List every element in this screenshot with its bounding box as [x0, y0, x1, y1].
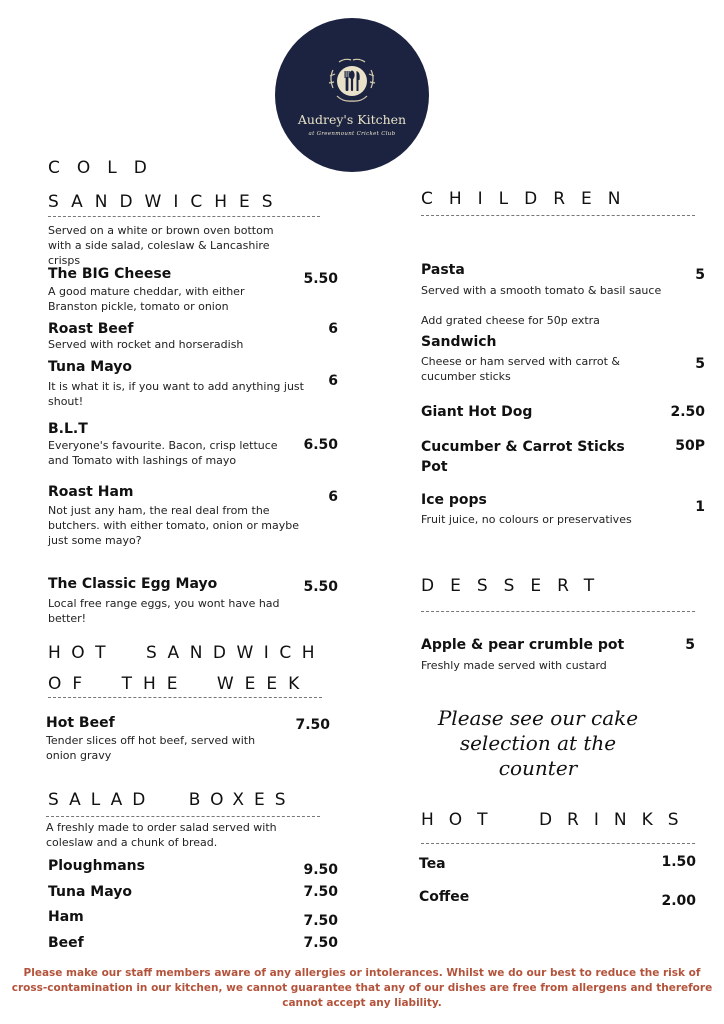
salad-heading: SALAD BOXES: [48, 790, 296, 810]
item-name: B.L.T: [48, 421, 88, 437]
item-price: 50P: [675, 438, 705, 454]
logo-name: Audrey's Kitchen: [297, 112, 407, 127]
allergy-notice: Please make our staff members aware of any allergies or intolerances. Whilst we do our best to reduce the risk of cross-contamination in our kitchen, we cannot guarantee that any of our dishes are free from allergens and therefore cannot accept any liability.: [11, 967, 713, 1009]
item-name: Hot Beef: [46, 715, 115, 731]
dessert-heading: DESSERT: [421, 576, 611, 596]
item-desc: Tender slices off hot beef, served with onion gravy: [46, 734, 256, 762]
item-price: 6: [328, 489, 338, 505]
item-price: 5: [695, 267, 705, 283]
item-name: Giant Hot Dog: [421, 404, 533, 420]
item-price: 7.50: [295, 717, 330, 733]
kitchen-logo: [275, 18, 429, 172]
salad-divider: [46, 816, 320, 817]
item-name: Ice pops: [421, 492, 487, 508]
dessert-divider: [421, 611, 695, 612]
hot-sandwich-heading-line1: HOT SANDWICH: [48, 643, 325, 663]
item-price: 1: [695, 499, 705, 515]
item-price: 2.00: [661, 893, 696, 909]
item-price: 6: [328, 321, 338, 337]
item-name: Beef: [48, 935, 84, 951]
item-desc: Everyone's favourite. Bacon, crisp lettuce and Tomato with lashings of mayo: [48, 439, 278, 467]
item-price: 6: [328, 373, 338, 389]
item-name: Sandwich: [421, 334, 497, 350]
item-name: Roast Ham: [48, 484, 134, 500]
hot-sandwich-heading-line2: OF THE WEEK: [48, 674, 311, 694]
logo-subtitle: at Greenmount Cricket Club: [308, 131, 396, 137]
item-name: Coffee: [419, 889, 470, 905]
item-price: 7.50: [303, 913, 338, 929]
item-name: Tuna Mayo: [48, 884, 132, 900]
item-price: 2.50: [670, 404, 705, 420]
salad-intro: A freshly made to order salad served with coleslaw and a chunk of bread.: [46, 821, 277, 849]
item-desc: It is what it is, if you want to add anything just shout!: [48, 380, 304, 408]
item-name: Ham: [48, 909, 84, 925]
item-name: Cucumber & Carrot Sticks Pot: [421, 439, 625, 475]
item-price: 7.50: [303, 935, 338, 951]
item-price: 5.50: [303, 271, 338, 287]
item-desc: Local free range eggs, you wont have had better!: [48, 597, 280, 625]
cold-heading-line2: SANDWICHES: [48, 192, 285, 212]
item-name: Pasta: [421, 262, 465, 278]
item-desc: Cheese or ham served with carrot & cucumber sticks: [421, 355, 620, 383]
cold-heading-line1: COLD: [48, 158, 164, 178]
item-price: 5.50: [303, 579, 338, 595]
cutlery-icon: [327, 56, 377, 106]
cake-note: Please see our cake selection at the counter: [437, 706, 639, 780]
hot-drinks-divider: [421, 843, 695, 844]
item-price: 7.50: [303, 884, 338, 900]
item-name: Tea: [419, 856, 446, 872]
item-name: Ploughmans: [48, 858, 145, 874]
item-price: 6.50: [303, 437, 338, 453]
item-name: The BIG Cheese: [48, 266, 172, 282]
item-name: Apple & pear crumble pot: [421, 637, 625, 653]
item-name: Roast Beef: [48, 321, 134, 337]
item-desc: Add grated cheese for 50p extra: [421, 314, 600, 327]
item-price: 5: [685, 637, 695, 653]
cold-divider: [48, 216, 320, 217]
item-desc: A good mature cheddar, with either Branston pickle, tomato or onion: [48, 285, 245, 313]
item-desc: Fruit juice, no colours or preservatives: [421, 513, 632, 526]
children-heading: CHILDREN: [421, 189, 637, 209]
item-desc: Freshly made served with custard: [421, 659, 607, 672]
children-divider: [421, 215, 695, 216]
item-price: 9.50: [303, 862, 338, 878]
item-desc: Served with rocket and horseradish: [48, 338, 244, 351]
item-name: The Classic Egg Mayo: [48, 576, 218, 592]
hot-sandwich-divider: [48, 697, 322, 698]
item-price: 5: [695, 356, 705, 372]
hot-drinks-heading: HOT DRINKS: [421, 810, 694, 830]
item-desc: Served with a smooth tomato & basil sauce: [421, 284, 662, 297]
item-desc: Not just any ham, the real deal from the butchers. with either tomato, onion or maybe just some mayo?: [48, 504, 299, 547]
item-price: 1.50: [661, 854, 696, 870]
cold-intro: Served on a white or brown oven bottom with a side salad, coleslaw & Lancashire crisps: [48, 224, 274, 267]
item-name: Tuna Mayo: [48, 359, 132, 375]
